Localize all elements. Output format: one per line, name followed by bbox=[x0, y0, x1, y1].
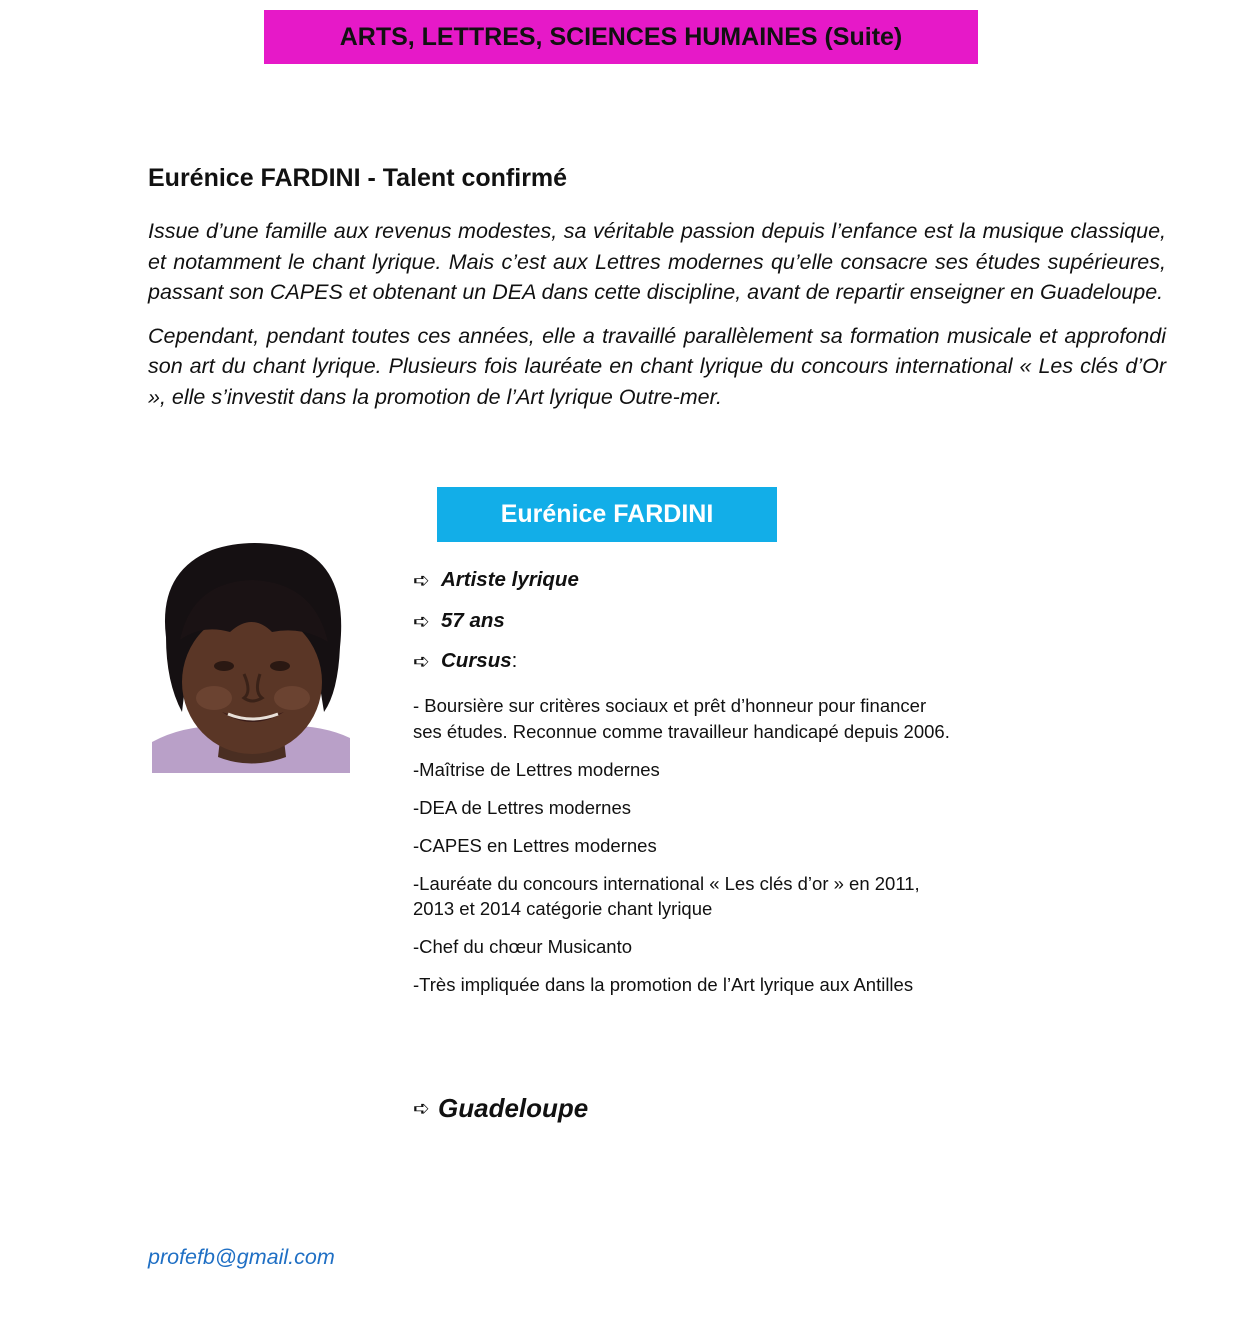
article-intro bbox=[148, 216, 1166, 425]
profile-name: Eurénice FARDINI bbox=[500, 500, 714, 528]
section-banner bbox=[264, 10, 978, 64]
cursus-item: -Très impliquée dans la promotion de l’Art lyrique aux Antilles bbox=[413, 974, 914, 995]
cursus-list bbox=[413, 693, 953, 1010]
intro-paragraph: Cependant, pendant toutes ces années, elle a travaillé parallèlement sa formation musicale et approfondi son art du chant lyrique. Plusieurs fois lauréate en chant lyrique du concours international « Les clés d’Or », elle s’investit dans la promotion de l’Art lyrique Outre-mer. bbox=[148, 323, 1166, 409]
cursus-item: -DEA de Lettres modernes bbox=[413, 796, 631, 818]
cursus-item: - Boursière sur critères sociaux et prêt d’honneur pour financer ses études. Reconnue comme travailleur handicapé depuis 2006. bbox=[413, 695, 950, 742]
bullet-item bbox=[413, 649, 579, 690]
bullet-item bbox=[413, 568, 579, 609]
cursus-item: -Maîtrise de Lettres modernes bbox=[413, 758, 660, 780]
bullet-label: 57 ans bbox=[441, 608, 505, 632]
bullet-suffix: : bbox=[511, 649, 518, 672]
cursus-item: -Lauréate du concours international « Les clés d’or » en 2011, 2013 et 2014 catégorie chant lyrique bbox=[413, 872, 920, 919]
intro-paragraph: Issue d’une famille aux revenus modestes, sa véritable passion depuis l’enfance est la musique classique, et notamment le chant lyrique. Mais c’est aux Lettres modernes qu’elle consacre ses études supérieures, passant son CAPES et obtenant un DEA dans cette discipline, avant de repartir enseigner en Guadeloupe. bbox=[148, 219, 1166, 304]
location bbox=[413, 1093, 588, 1124]
article-heading: Eurénice FARDINI - Talent confirmé bbox=[148, 164, 568, 192]
contact-email-link[interactable]: profefb@gmail.com bbox=[148, 1245, 335, 1269]
cursus-item: -CAPES en Lettres modernes bbox=[413, 834, 657, 856]
hollow-arrow-icon: ➪ bbox=[413, 651, 430, 673]
section-title: ARTS, LETTRES, SCIENCES HUMAINES (Suite) bbox=[339, 22, 903, 51]
bullet-label: Cursus bbox=[441, 649, 512, 672]
hollow-arrow-icon: ➪ bbox=[413, 610, 430, 633]
cursus-item: -Chef du chœur Musicanto bbox=[413, 936, 633, 957]
location-label: Guadeloupe bbox=[438, 1093, 589, 1123]
portrait-photo bbox=[152, 542, 350, 773]
bullet-item bbox=[413, 609, 579, 650]
profile-highlights bbox=[413, 568, 579, 690]
hollow-arrow-icon: ➪ bbox=[413, 1098, 430, 1120]
profile-name-box bbox=[437, 487, 777, 542]
bullet-label: Artiste lyrique bbox=[441, 568, 579, 591]
hollow-arrow-icon: ➪ bbox=[413, 570, 430, 592]
